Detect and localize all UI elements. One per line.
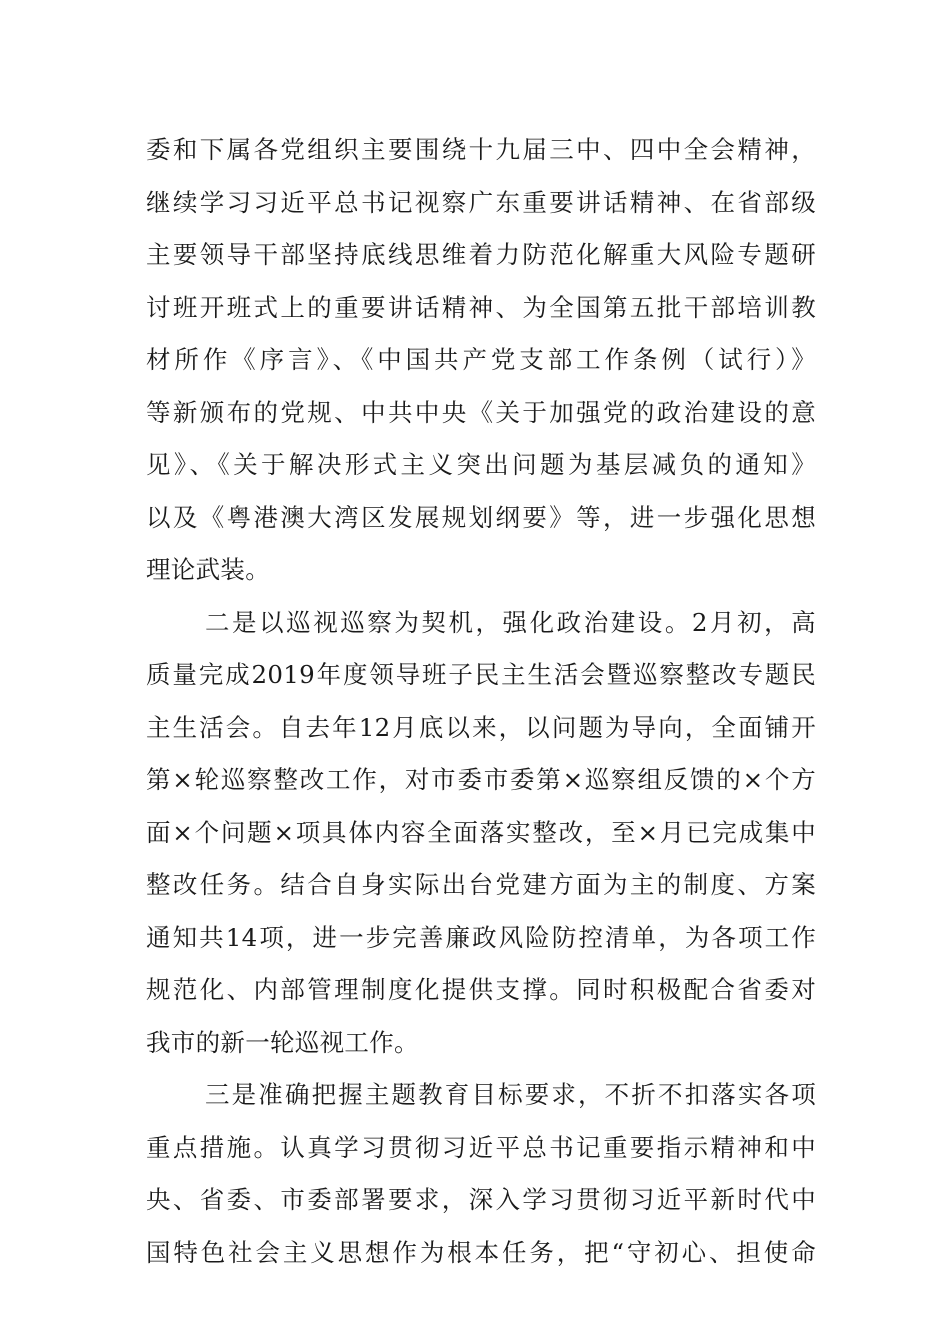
text-line: 央、省委、市委部署要求，深入学习贯彻习近平新时代中 <box>146 1185 816 1214</box>
text-line: 见》、《关于解决形式主义突出问题为基层减负的通知》 <box>146 450 816 479</box>
text-line: 规范化、内部管理制度化提供支撑。同时积极配合省委对 <box>146 975 816 1004</box>
text-line: 理论武装。 <box>146 555 270 584</box>
text-line: 质量完成2019年度领导班子民主生活会暨巡察整改专题民 <box>146 660 816 689</box>
paragraph-1 <box>146 124 816 597</box>
text-line: 面×个问题×项具体内容全面落实整改，至×月已完成集中 <box>146 817 816 847</box>
text-line: 以及《粤港澳大湾区发展规划纲要》等，进一步强化思想 <box>146 502 816 532</box>
text-line: 委和下属各党组织主要围绕十九届三中、四中全会精神， <box>146 135 816 164</box>
text-line: 通知共14项，进一步完善廉政风险防控清单，为各项工作 <box>146 922 816 952</box>
text-line: 材所作《序言》、《中国共产党支部工作条例（试行）》 <box>146 345 816 374</box>
text-line: 我市的新一轮巡视工作。 <box>146 1027 419 1057</box>
text-line: 第×轮巡察整改工作，对市委市委第×巡察组反馈的×个方 <box>146 765 816 794</box>
text-line: 整改任务。结合自身实际出台党建方面为主的制度、方案 <box>146 870 816 899</box>
text-line: 二是以巡视巡察为契机，强化政治建设。2月初，高 <box>205 607 816 637</box>
text-line: 重点措施。认真学习贯彻习近平总书记重要指示精神和中 <box>146 1132 816 1162</box>
text-line: 讨班开班式上的重要讲话精神、为全国第五批干部培训教 <box>146 292 816 322</box>
document-body <box>146 124 816 1279</box>
text-line: 主生活会。自去年12月底以来，以问题为导向，全面铺开 <box>146 712 816 742</box>
text-line: 继续学习习近平总书记视察广东重要讲话精神、在省部级 <box>146 187 816 217</box>
text-line: 等新颁布的党规、中共中央《关于加强党的政治建设的意 <box>146 397 816 427</box>
text-line: 国特色社会主义思想作为根本任务，把“守初心、担使命 <box>146 1237 816 1267</box>
paragraph-2 <box>146 597 816 1070</box>
paragraph-3 <box>146 1069 816 1279</box>
text-line: 主要领导干部坚持底线思维着力防范化解重大风险专题研 <box>146 240 816 269</box>
text-line: 三是准确把握主题教育目标要求，不折不扣落实各项 <box>205 1080 816 1109</box>
